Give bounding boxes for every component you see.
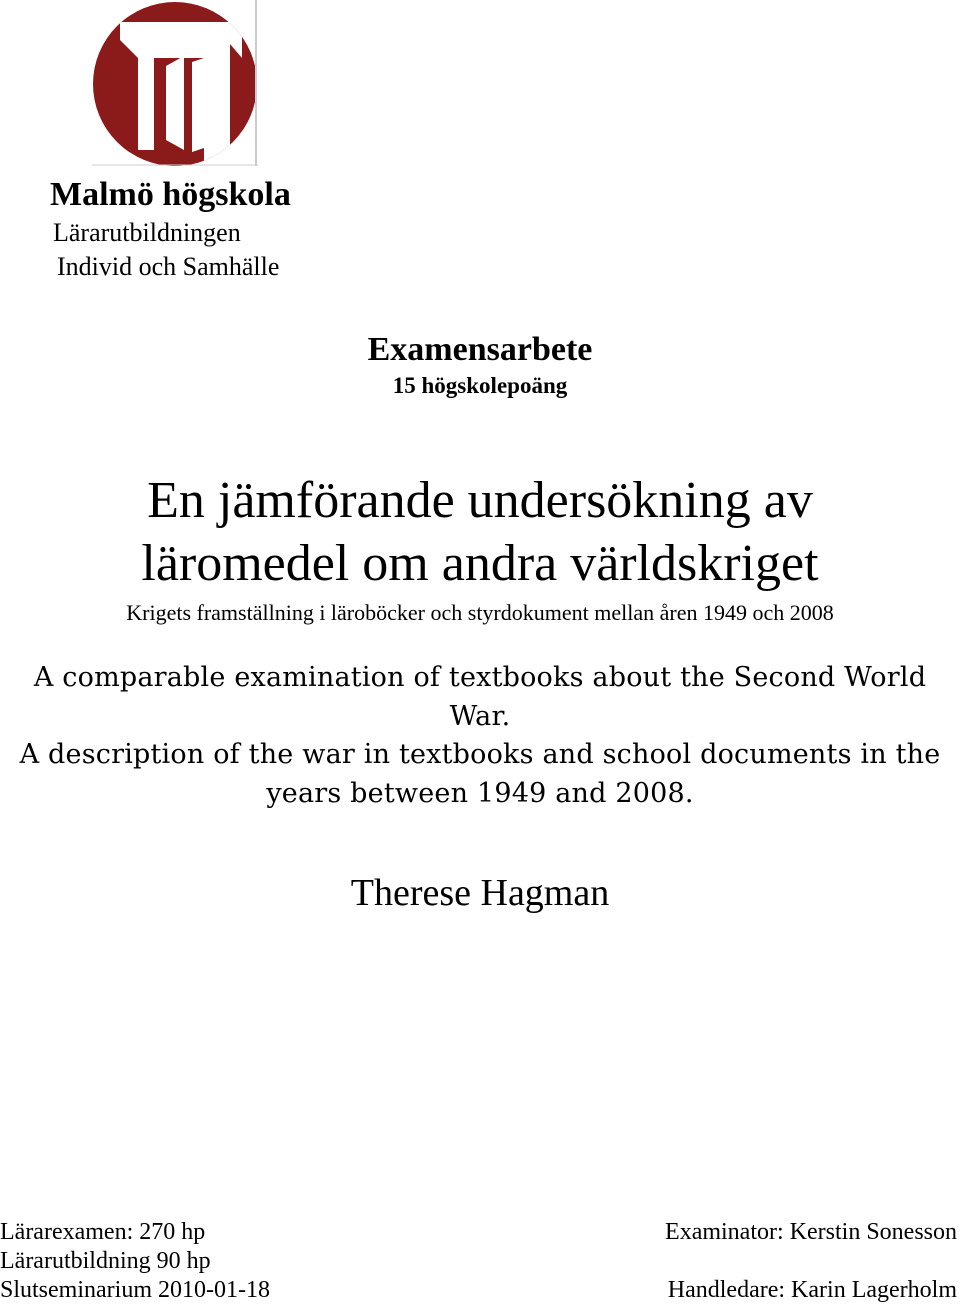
footer-degree: Lärarexamen: 270 hp: [0, 1219, 206, 1245]
footer-seminar-date: Slutseminarium 2010-01-18: [0, 1277, 270, 1303]
institution-subject: Individ och Samhälle: [57, 252, 280, 281]
english-title-line-1: A comparable examination of textbooks about the Second World: [33, 662, 927, 693]
title-line-1: En jämförande undersökning av: [147, 472, 813, 529]
exam-type: Examensarbete: [367, 331, 593, 368]
english-title-line-3: A description of the war in textbooks and school documents in the: [19, 739, 941, 770]
institution-department: Lärarutbildningen: [53, 218, 241, 247]
institution-logo: [92, 0, 258, 166]
english-title-line-4: years between 1949 and 2008.: [266, 778, 694, 809]
author-name: Therese Hagman: [350, 872, 610, 914]
footer-supervisor: Handledare: Karin Lagerholm: [667, 1277, 957, 1303]
title-line-2: läromedel om andra världskriget: [141, 535, 819, 592]
institution-name: Malmö högskola: [50, 176, 291, 213]
english-title-line-2: War.: [449, 701, 511, 732]
exam-credits: 15 högskolepoäng: [392, 373, 568, 398]
subtitle-swedish: Krigets framställning i läroböcker och styrdokument mellan åren 1949 och 2008: [126, 600, 834, 625]
malmo-hogskola-logo-icon: [92, 0, 258, 166]
footer-examiner: Examinator: Kerstin Sonesson: [665, 1219, 957, 1245]
footer-program: Lärarutbildning 90 hp: [0, 1248, 211, 1274]
